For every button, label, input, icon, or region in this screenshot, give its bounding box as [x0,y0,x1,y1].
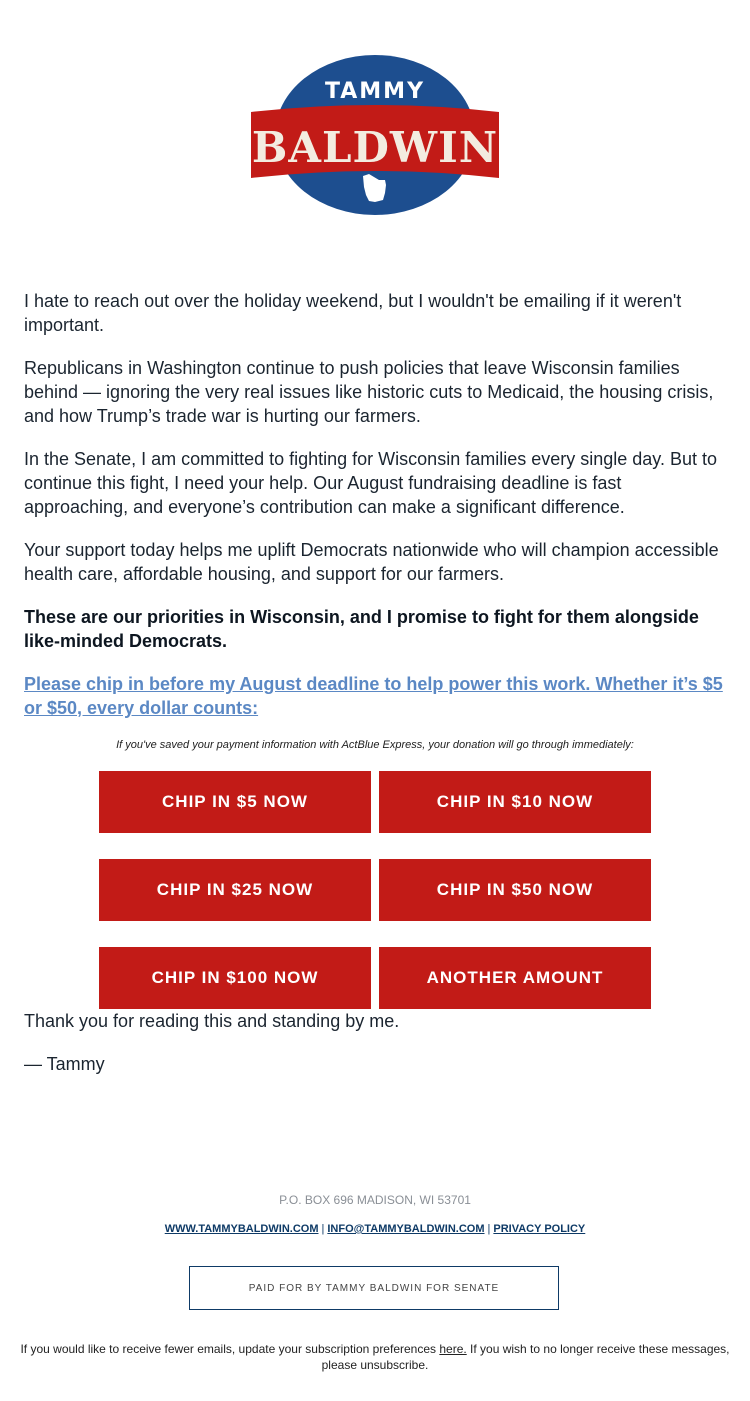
chip-in-25-button[interactable]: CHIP IN $25 NOW [99,859,371,921]
link-separator: | [487,1223,491,1235]
chip-in-10-button[interactable]: CHIP IN $10 NOW [379,771,651,833]
chip-in-100-button[interactable]: CHIP IN $100 NOW [99,947,371,1009]
footer-links [0,1223,750,1235]
email-body [24,289,726,1095]
body-paragraph: In the Senate, I am committed to fighting for Wisconsin families every single day. But to continue this fight, I need your help. Our August fundraising deadline is fast approaching, and everyone’s contribution can make a significant difference. [24,449,717,517]
logo-first-name: TAMMY [324,79,426,104]
body-paragraph: Your support today helps me uplift Democrats nationwide who will champion accessible health care, affordable housing, and support for our farmers. [24,540,719,584]
tammy-baldwin-logo [249,52,501,218]
actblue-express-note: If you've saved your payment information with ActBlue Express, your donation will go through immediately: [116,739,634,751]
logo-last-name: BALDWIN [251,123,499,172]
another-amount-button[interactable]: ANOTHER AMOUNT [379,947,651,1009]
campaign-logo [0,52,750,222]
subscription-preferences-link[interactable]: here. [439,1342,467,1356]
signature: — Tammy [24,1054,105,1074]
unsubscribe-notice [0,1341,750,1373]
priorities-paragraph: These are our priorities in Wisconsin, and I promise to fight for them alongside like-minded Democrats. [24,607,699,651]
website-link[interactable]: WWW.TAMMYBALDWIN.COM [164,1223,319,1235]
unsubscribe-text-end: If you wish to no longer receive these messages, please unsubscribe. [321,1342,730,1372]
privacy-policy-link[interactable]: PRIVACY POLICY [493,1223,586,1235]
donation-buttons [99,771,651,1009]
body-paragraph: I hate to reach out over the holiday weekend, but I wouldn't be emailing if it weren't important. [24,291,682,335]
body-paragraph: Republicans in Washington continue to push policies that leave Wisconsin families behind — ignoring the very real issues like historic cuts to Medicaid, the housing crisis, and how Trump’s trade war is hurting our farmers. [24,358,714,426]
chip-in-5-button[interactable]: CHIP IN $5 NOW [99,771,371,833]
chip-in-link[interactable]: Please chip in before my August deadline to help power this work. Whether it’s $5 or $50, every dollar counts: [24,674,723,718]
email-link[interactable]: INFO@TAMMYBALDWIN.COM [327,1223,485,1235]
paid-for-disclaimer: PAID FOR BY TAMMY BALDWIN FOR SENATE [189,1266,559,1310]
closing-line: Thank you for reading this and standing by me. [24,1011,400,1031]
mailing-address: P.O. BOX 696 MADISON, WI 53701 [279,1193,471,1207]
chip-in-50-button[interactable]: CHIP IN $50 NOW [379,859,651,921]
unsubscribe-text: If you would like to receive fewer emails, update your subscription preferences [20,1342,440,1356]
link-separator: | [321,1223,325,1235]
